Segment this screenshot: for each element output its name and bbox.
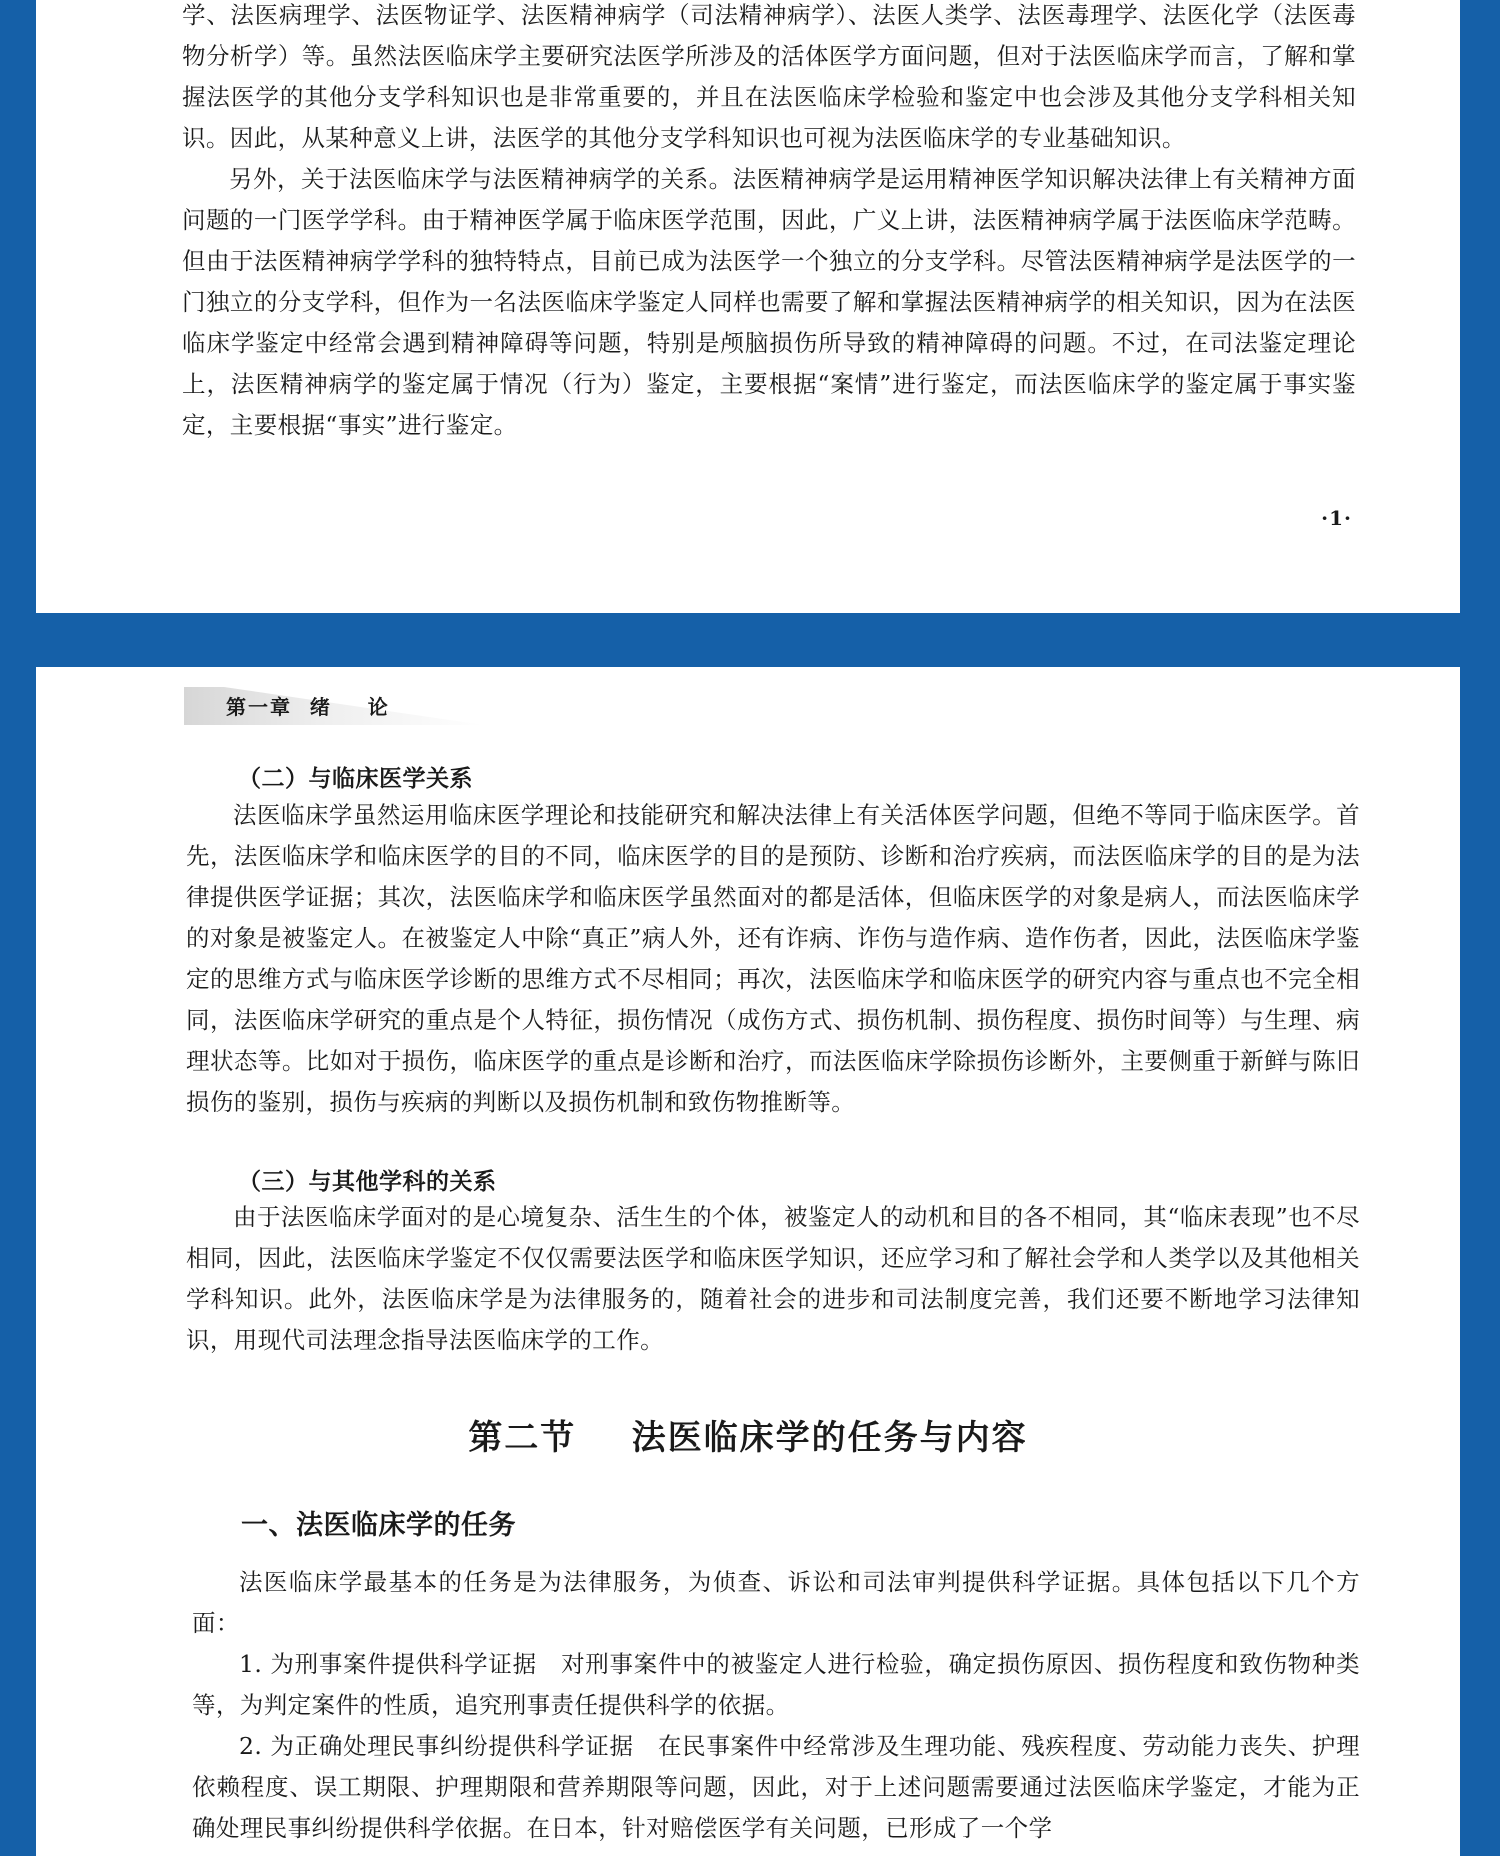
running-header-text: 第一章 绪 论: [226, 695, 390, 719]
paragraph: 法医临床学虽然运用临床医学理论和技能研究和解决法律上有关活体医学问题，但绝不等同于临床医学。首先，法医临床学和临床医学的目的不同，临床医学的目的是预防、诊断和治疗疾病，而法医临床学的目的是为法律提供医学证据；其次，法医临床学和临床医学虽然面对的都是活体，但临床医学的对象是病人，而法医临床学的对象是被鉴定人。在被鉴定人中除“真正”病人外，还有诈病、诈伤与造作病、造作伤者，因此，法医临床学鉴定的思维方式与临床医学诊断的思维方式不尽相同；再次，法医临床学和临床医学的研究内容与重点也不完全相同，法医临床学研究的重点是个人特征，损伤情况（成伤方式、损伤机制、损伤程度、损伤时间等）与生理、病理状态等。比如对于损伤，临床医学的重点是诊断和治疗，而法医临床学除损伤诊断外，主要侧重于新鲜与陈旧损伤的鉴别，损伤与疾病的判断以及损伤机制和致伤物推断等。: [186, 801, 1360, 1116]
paragraph: 法医临床学最基本的任务是为法律服务，为侦查、诉讼和司法审判提供科学证据。具体包括以下几个方面：: [192, 1568, 1360, 1637]
subsection-heading: （三）与其他学科的关系: [238, 1169, 497, 1195]
paragraph: 另外，关于法医临床学与法医精神病学的关系。法医精神病学是运用精神医学知识解决法律上有关精神方面问题的一门医学学科。由于精神医学属于临床医学范围，因此，广义上讲，法医精神病学属于法医临床学范畴。但由于法医精神病学学科的独特特点，目前已成为法医学一个独立的分支学科。尽管法医精神病学是法医学的一门独立的分支学科，但作为一名法医临床学鉴定人同样也需要了解和掌握法医精神病学的相关知识，因为在法医临床学鉴定中经常会遇到精神障碍等问题，特别是颅脑损伤所导致的精神障碍的问题。不过，在司法鉴定理论上，法医精神病学的鉴定属于情况（行为）鉴定，主要根据“案情”进行鉴定，而法医临床学的鉴定属于事实鉴定，主要根据“事实”进行鉴定。: [182, 165, 1356, 439]
section-title: 第二节 法医临床学的任务与内容: [468, 1418, 1028, 1458]
body-text-block: [192, 1562, 1360, 1849]
document-page-bottom: [36, 667, 1460, 1856]
list-item-head: 2. 为正确处理民事纠纷提供科学证据: [239, 1732, 634, 1760]
list-item-text: 对刑事案件中的被鉴定人进行检验，确定损伤原因、损伤程度和致伤物种类等，为判定案件的性质，追究刑事责任提供科学的依据。: [192, 1650, 1361, 1719]
list-item: [192, 1726, 1360, 1849]
body-text-block: [182, 0, 1356, 446]
paragraph: 由于法医临床学面对的是心境复杂、活生生的个体，被鉴定人的动机和目的各不相同，其“临床表现”也不尽相同，因此，法医临床学鉴定不仅仅需要法医学和临床医学知识，还应学习和了解社会学和人类学以及其他相关学科知识。此外，法医临床学是为法律服务的，随着社会的进步和司法制度完善，我们还要不断地学习法律知识，用现代司法理念指导法医临床学的工作。: [186, 1203, 1360, 1354]
list-item: [192, 1644, 1360, 1726]
page-number: ·1·: [1321, 506, 1352, 530]
body-text-block: [186, 1197, 1360, 1361]
body-text-block: [186, 795, 1360, 1123]
subsection-heading: （二）与临床医学关系: [238, 766, 473, 792]
list-item-text: 在民事案件中经常涉及生理功能、残疾程度、劳动能力丧失、护理依赖程度、误工期限、护理期限和营养期限等问题，因此，对于上述问题需要通过法医临床学鉴定，才能为正确处理民事纠纷提供科学依据。在日本，针对赔偿医学有关问题，已形成了一个学: [192, 1732, 1360, 1842]
running-header: [184, 687, 494, 735]
paragraph: 学、法医病理学、法医物证学、法医精神病学（司法精神病学）、法医人类学、法医毒理学、法医化学（法医毒物分析学）等。虽然法医临床学主要研究法医学所涉及的活体医学方面问题，但对于法医临床学而言，了解和掌握法医学的其他分支学科知识也是非常重要的，并且在法医临床学检验和鉴定中也会涉及其他分支学科相关知识。因此，从某种意义上讲，法医学的其他分支学科知识也可视为法医临床学的专业基础知识。: [182, 1, 1356, 152]
document-page-top: [36, 0, 1460, 613]
list-item-head: 1. 为刑事案件提供科学证据: [239, 1650, 537, 1678]
heading-tasks: 一、法医临床学的任务: [241, 1510, 516, 1541]
